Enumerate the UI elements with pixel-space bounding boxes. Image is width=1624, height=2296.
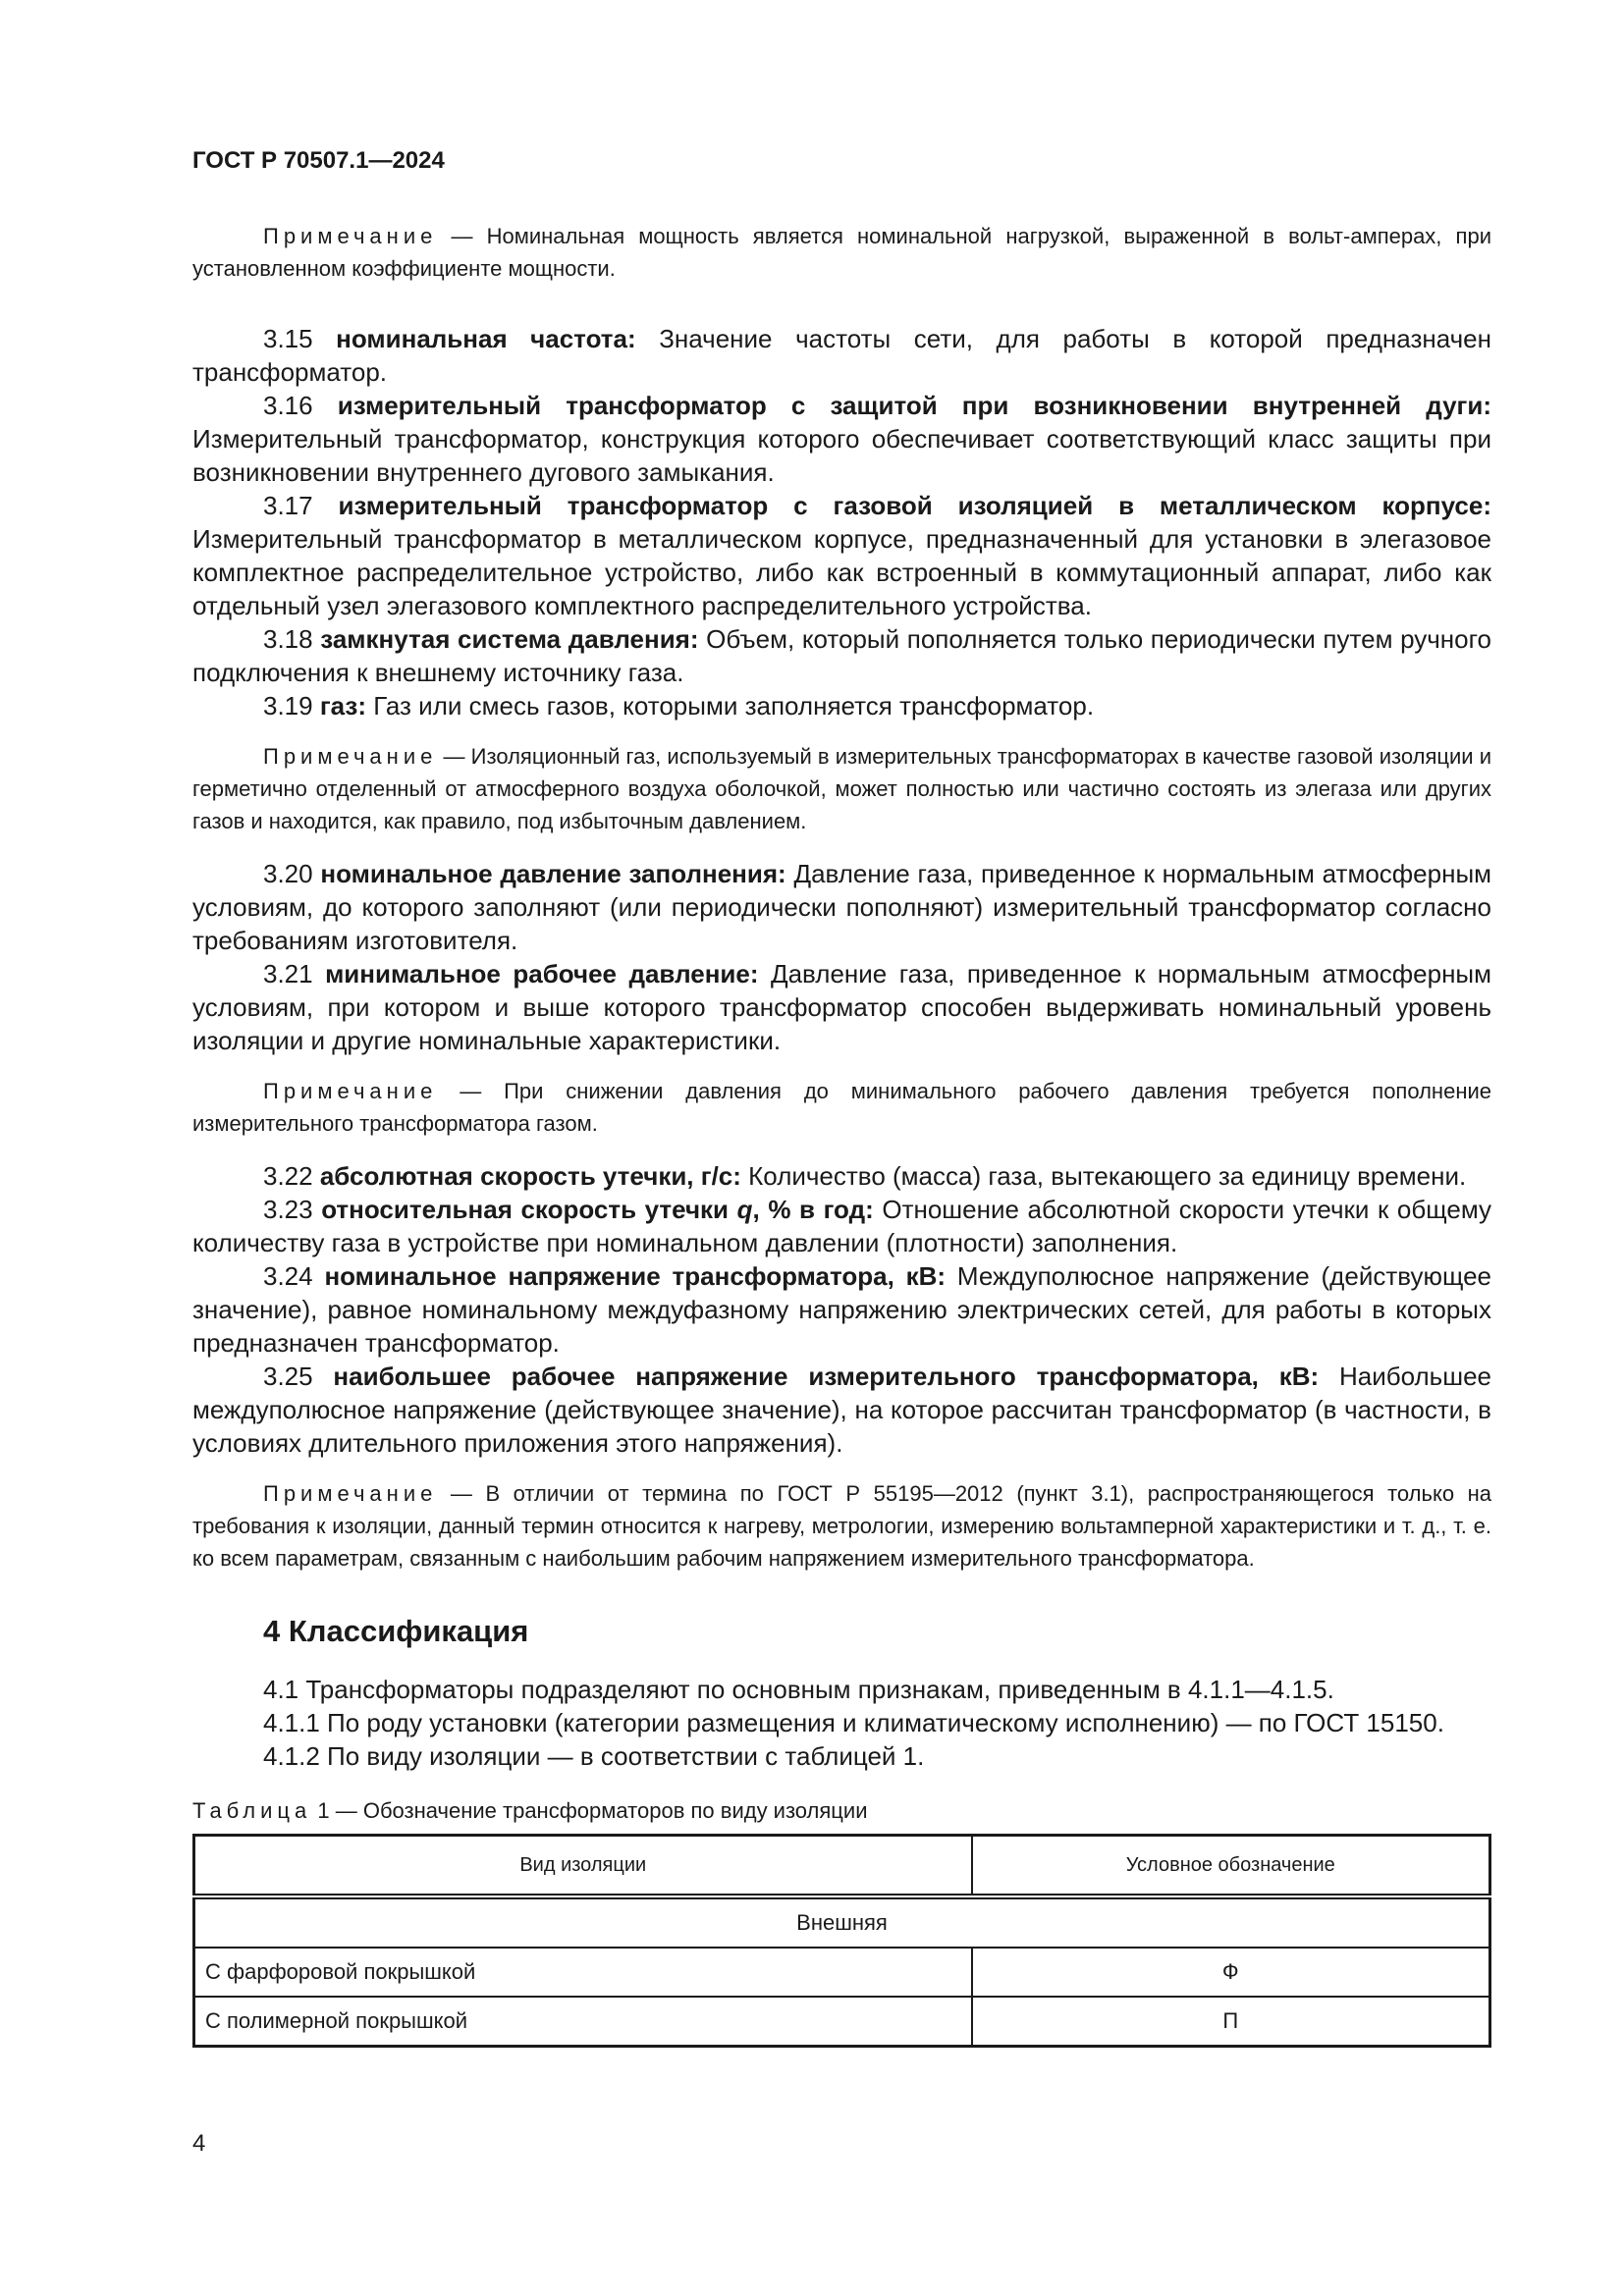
note-label: Примечание [263, 1079, 438, 1103]
note-3: Примечание — При снижении давления до минимального рабочего давления требуется пополнение измерительного трансформатора газом. [192, 1079, 1491, 1136]
definition-3-25: 3.25 наибольшее рабочее напряжение измерительного трансформатора, кВ: Наибольшее междуполюсное напряжение (действующее значение), на которое рассчитан трансформатор (в частности, в условиях длительного приложения этого напряжения). [192, 1362, 1491, 1458]
table-row [194, 1948, 1490, 1997]
table-caption: Таблица 1 — Обозначение трансформаторов по виду изоляции [192, 1798, 868, 1823]
term: абсолютная скорость утечки, г/с: [319, 1161, 741, 1191]
term: номинальная частота: [336, 324, 636, 353]
section-title: 4 Классификация [263, 1614, 529, 1648]
definition-3-16: 3.16 измерительный трансформатор с защитой при возникновении внутренней дуги: Измерительный трансформатор, конструкция которого обеспечивает соответствующий класс защиты при возникновении внутреннего дугового замыкания. [192, 391, 1492, 487]
definition-3-15: 3.15 номинальная частота: Значение частоты сети, для работы в которой предназначен трансформатор. [192, 324, 1491, 387]
definition-3-17: 3.17 измерительный трансформатор с газовой изоляцией в металлическом корпусе: Измерительный трансформатор в металлическом корпусе, предназначенный для установки в элегазовое комплектное распределительное устройство, либо как встроенный в коммутационный аппарат, либо как отдельный узел элегазового комплектного распределительного устройства. [192, 491, 1491, 620]
term: измерительный трансформатор с защитой при возникновении внутренней дуги: [337, 391, 1492, 420]
definition-3-20: 3.20 номинальное давление заполнения: Давление газа, приведенное к нормальным атмосферным условиям, до которого заполняют (или периодически пополняют) измерительный трансформатор согласно требованиям изготовителя. [192, 859, 1492, 955]
document-header: ГОСТ Р 70507.1—2024 [192, 147, 445, 174]
column-header-designation: Условное обозначение [972, 1836, 1490, 1897]
note-label: Примечание [263, 744, 438, 769]
term: замкнутая система давления: [320, 624, 699, 654]
term: минимальное рабочее давление: [325, 959, 759, 988]
column-header-insulation-type: Вид изоляции [194, 1836, 972, 1897]
paragraph-4-1-2: 4.1.2 По виду изоляции — в соответствии с таблицей 1. [263, 1741, 925, 1771]
definition-3-19: 3.19 газ: Газ или смесь газов, которыми заполняется трансформатор. [263, 691, 1095, 721]
paragraph-4-1: 4.1 Трансформаторы подразделяют по основным признакам, приведенным в 4.1.1—4.1.5. [263, 1675, 1334, 1704]
term: наибольшее рабочее напряжение измерительного трансформатора, кВ: [333, 1362, 1320, 1391]
table-row [194, 1997, 1490, 2047]
term: газ: [319, 691, 367, 721]
definition-3-18: 3.18 замкнутая система давления: Объем, который пополняется только периодически путем ручного подключения к внешнему источнику газа. [192, 624, 1491, 687]
page-number: 4 [192, 2130, 206, 2157]
table-cell: С фарфоровой покрышкой [194, 1948, 972, 1997]
note-2: Примечание — Изоляционный газ, используемый в измерительных трансформаторах в качестве газовой изоляции и герметично отделенный от атмосферного воздуха оболочкой, может полностью или частично состоять из элегаза или других газов и находится, как правило, под избыточным давлением. [192, 744, 1491, 833]
table-cell: Ф [972, 1948, 1490, 1997]
table-group-row: Внешняя [194, 1896, 1490, 1948]
paragraph-4-1-1: 4.1.1 По роду установки (категории размещения и климатическому исполнению) — по ГОСТ 15150. [263, 1708, 1444, 1737]
term: измерительный трансформатор с газовой изоляцией в металлическом корпусе: [338, 491, 1491, 520]
definition-3-22: 3.22 абсолютная скорость утечки, г/с: Количество (масса) газа, вытекающего за единицу времени. [263, 1161, 1467, 1191]
note-label: Примечание [263, 1481, 438, 1506]
term: относительная скорость утечки q, % в год: [321, 1195, 874, 1224]
note-1: Примечание — Номинальная мощность является номинальной нагрузкой, выраженной в вольт-амперах, при установленном коэффициенте мощности. [192, 224, 1491, 281]
definition-3-21: 3.21 минимальное рабочее давление: Давление газа, приведенное к нормальным атмосферным условиям, при котором и выше которого трансформатор способен выдерживать номинальный уровень изоляции и другие номинальные характеристики. [192, 959, 1491, 1055]
table-cell: П [972, 1997, 1490, 2047]
definition-3-24: 3.24 номинальное напряжение трансформатора, кВ: Междуполюсное напряжение (действующее значение), равное номинальному междуфазному напряжению электрических сетей, для работы в которых предназначен трансформатор. [192, 1261, 1492, 1358]
insulation-table [192, 1834, 1491, 2048]
definition-3-23: 3.23 относительная скорость утечки q, % в год: Отношение абсолютной скорости утечки к общему количеству газа в устройстве при номинальном давлении (плотности) заполнения. [192, 1195, 1492, 1257]
term: номинальное напряжение трансформатора, кВ: [324, 1261, 947, 1291]
document-page [192, 147, 1491, 2048]
term: номинальное давление заполнения: [320, 859, 786, 888]
note-label: Примечание [263, 224, 438, 248]
table-cell: С полимерной покрышкой [194, 1997, 972, 2047]
note-4: Примечание — В отличии от термина по ГОСТ Р 55195—2012 (пункт 3.1), распространяющегося только на требования к изоляции, данный термин относится к нагреву, метрологии, измерению вольтамперной характеристики и т. д., т. е. ко всем параметрам, связанным с наибольшим рабочим напряжением измерительного трансформатора. [192, 1481, 1491, 1571]
